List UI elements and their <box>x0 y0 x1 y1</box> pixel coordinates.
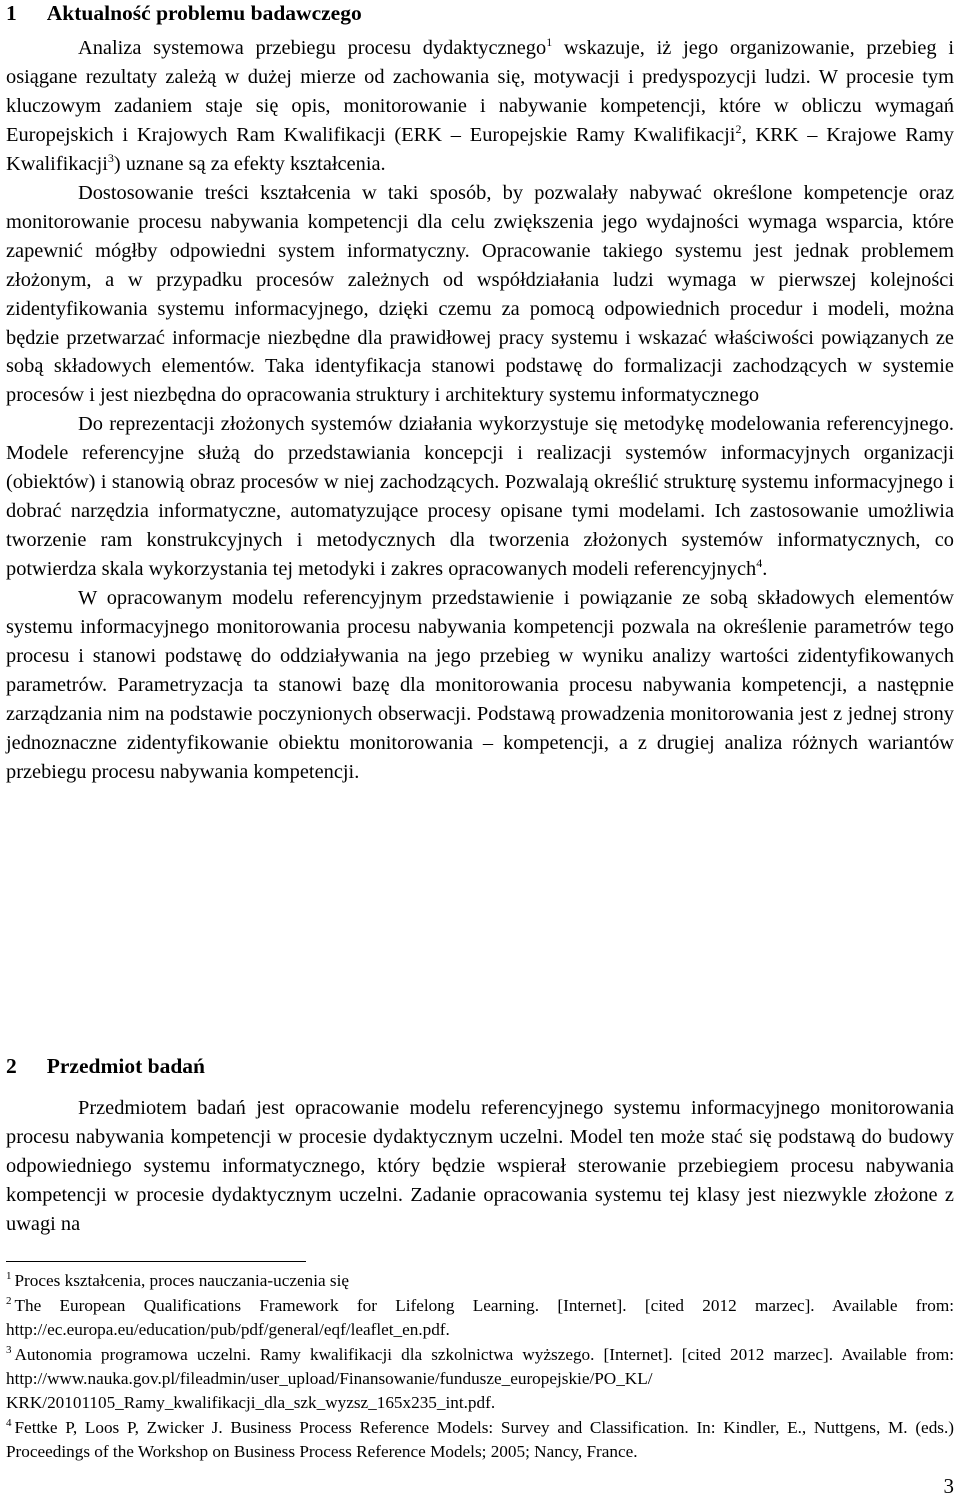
footnote <box>6 1269 954 1293</box>
section-title: Aktualność problemu badawczego <box>46 1 362 25</box>
footnote-mark: 3 <box>6 1343 12 1356</box>
text-run: , KRK – Krajowe Ramy Kwalifikacji <box>6 123 954 175</box>
section-2-heading <box>6 1053 205 1080</box>
paragraph <box>6 34 954 179</box>
section-2-body <box>6 1094 954 1239</box>
section-1-heading <box>6 0 362 27</box>
text-run: . <box>762 558 768 581</box>
footnote-mark: 2 <box>6 1294 12 1307</box>
footnote-text: Fettke P, Loos P, Zwicker J. Business Process Reference Models: Survey and Classification. In: Kindler, E., Nuttgens, M. (eds.) Proceedings of the Workshop on Business Process Reference Models; 2005; Nancy, France. <box>6 1417 954 1461</box>
section-1-body <box>6 34 954 787</box>
footnote <box>6 1294 954 1342</box>
text-run: wskazuje, iż jego organizowanie, przebieg i osiągane rezultaty zależą w dużej mierze od zachowania się, motywacji i predyspozycji ludzi. W procesie tym kluczowym zadaniem staje się opis, monitorowanie i nabywanie kompetencji, które w obliczu wymagań Europejskich i Krajowych Ram Kwalifikacji (ERK – Europejskie Ramy Kwalifikacji <box>6 37 954 146</box>
section-number: 1 <box>6 1 17 25</box>
footnote-ref[interactable]: 4 <box>756 556 763 571</box>
footnote-ref[interactable]: 2 <box>735 121 742 136</box>
footnote-ref[interactable]: 1 <box>546 35 553 49</box>
text-run: Do reprezentacji złożonych systemów działania wykorzystuje się metodykę modelowania referencyjnego. Modele referencyjne służą do przedstawiania koncepcji i realizacji systemów informacyjnych organizacji (obiektów) i stanowią obraz procesów w niej zachodzących. Pozwalają określić strukturę systemu informacyjnego i dobrać narzędzia informatyczne, automatyzujące procesy opisane tymi modelami. Ich zastosowanie umożliwia tworzenie ram konstrukcyjnych i metodycznych dla tworzenia złożonych systemów informatycznych, co potwierdza skala wykorzystania tej metodyki i zakres opracowanych modeli referencyjnych <box>6 413 954 581</box>
paragraph <box>6 410 954 584</box>
footnotes <box>6 1269 954 1465</box>
footnote <box>6 1343 954 1416</box>
section-title: Przedmiot badań <box>46 1054 206 1078</box>
paragraph: Przedmiotem badań jest opracowanie modelu referencyjnego systemu informacyjnego monitorowania procesu nabywania kompetencji w procesie dydaktycznym uczelni. Model ten może stać się podstawą do budowy odpowiedniego systemu informatycznego, który będzie wspierał sterowanie przebiegiem procesu nabywania kompetencji w procesie dydaktycznym uczelni. Zadanie opracowania systemu tej klasy jest niezwykle złożone z uwagi na <box>6 1097 954 1235</box>
text-run: ) uznane są za efekty kształcenia. <box>113 152 386 175</box>
footnote-separator <box>6 1261 306 1262</box>
text-run: Analiza systemowa przebiegu procesu dydaktycznego <box>78 37 547 59</box>
paragraph: Dostosowanie treści kształcenia w taki sposób, by pozwalały nabywać określone kompetencje oraz monitorowanie procesu nabywania kompetencji dla celu zwiększenia jego wydajności wymaga wsparcia, które zapewnić mógłby odpowiedni system informatyczny. Opracowanie takiego systemu jest jednak problemem złożonym, a w przypadku procesów zależnych od współdziałania ludzi wymaga w pierwszej kolejności zidentyfikowania systemu informacyjnego, dzięki czemu za pomocą odpowiednich procedur i modeli, można będzie przetwarzać informacje niezbędne dla prawidłowej pracy systemu i wskazać właściwości powiązanych ze sobą składowych elementów. Taka identyfikacja stanowi podstawę do formalizacji zachodzących w systemie procesów i jest niezbędna do opracowania struktury i architektury systemu informatycznego <box>6 181 954 407</box>
footnote <box>6 1416 954 1464</box>
footnote-text: Autonomia programowa uczelni. Ramy kwalifikacji dla szkolnictwa wyższego. [Internet]. [cited 2012 marzec]. Available from: http://www.nauka.gov.pl/fileadmin/user_upload/Finansowanie/fundusze_europejskie/PO_KL/ KRK/20101105_Ramy_kwalifikacji_dla_szk_wyzsz_165x235_int.pdf. <box>6 1344 954 1413</box>
page-number: 3 <box>943 1474 954 1498</box>
footnote-text: Proces kształcenia, proces nauczania-uczenia się <box>14 1271 350 1290</box>
footnote-text: The European Qualifications Framework for Lifelong Learning. [Internet]. [cited 2012 marzec]. Available from: http://ec.europa.eu/education/pub/pdf/general/eqf/leaflet_en.pdf. <box>6 1295 954 1339</box>
footnote-mark: 4 <box>6 1416 12 1429</box>
paragraph: W opracowanym modelu referencyjnym przedstawienie i powiązanie ze sobą składowych elementów systemu informacyjnego monitorowania procesu nabywania kompetencji pozwala na określenie parametrów tego procesu i stanowi podstawę do oddziaływania na jego przebieg w wyniku analizy wartości zidentyfikowanych parametrów. Parametryzacja ta stanowi bazę dla monitorowania procesu nabywania kompetencji, a następnie zarządzania nim na podstawie poczynionych obserwacji. Podstawą prowadzenia monitorowania jest z jednej strony jednoznaczne zidentyfikowanie obiektu monitorowania – kompetencji, a z drugiej analiza różnych wariantów przebiegu procesu nabywania kompetencji. <box>6 587 954 783</box>
footnote-mark: 1 <box>6 1270 12 1282</box>
section-number: 2 <box>6 1054 17 1078</box>
footnote-ref[interactable]: 3 <box>107 150 114 165</box>
